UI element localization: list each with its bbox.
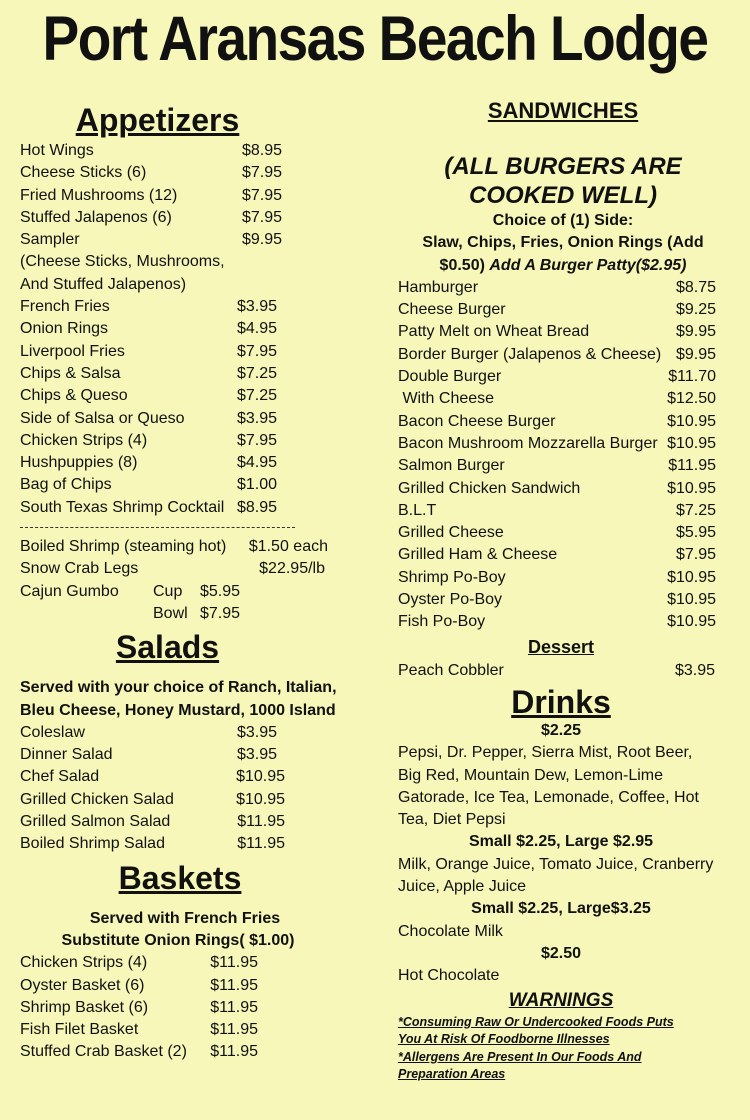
menu-item: Dinner Salad $3.95 xyxy=(20,746,277,764)
menu-item: Sampler $9.95 xyxy=(20,231,282,249)
right-column xyxy=(398,96,728,1084)
menu-item: Grilled Chicken Salad $10.95 xyxy=(20,790,285,808)
baskets-note: Substitute Onion Rings( $1.00) xyxy=(61,931,295,949)
menu-item: Bag of Chips $1.00 xyxy=(20,476,277,494)
drinks-list: Milk, Orange Juice, Tomato Juice, Cranberry xyxy=(398,855,714,873)
side-choice-heading: Choice of (1) Side: xyxy=(492,212,634,229)
menu-item: Chef Salad $10.95 xyxy=(20,768,285,786)
menu-item: Peach Cobbler $3.95 xyxy=(398,661,715,679)
menu-item: Grilled Salmon Salad $11.95 xyxy=(20,813,285,831)
menu-item: Shrimp Po-Boy $10.95 xyxy=(398,568,716,586)
seafood-list xyxy=(20,536,328,581)
menu-item: Chicken Strips (4) $7.95 xyxy=(20,431,277,449)
menu-item: Coleslaw $3.95 xyxy=(20,723,277,741)
drinks-list: Juice, Apple Juice xyxy=(398,878,527,896)
drinks-item: Hot Chocolate xyxy=(398,967,500,985)
drinks-list: Tea, Diet Pepsi xyxy=(398,811,506,829)
menu-item: Shrimp Basket (6) $11.95 xyxy=(20,998,258,1016)
menu-item: Border Burger (Jalapenos & Cheese) $9.95 xyxy=(398,345,716,363)
drinks-price: $2.25 xyxy=(540,721,582,739)
menu-item: Grilled Chicken Sandwich $10.95 xyxy=(398,479,716,497)
warning-line: Preparation Areas xyxy=(398,1067,506,1081)
menu-item: Stuffed Jalapenos (6) $7.95 xyxy=(20,208,282,226)
menu-item: Boiled Shrimp (steaming hot) $1.50 each xyxy=(20,538,328,556)
menu-item: Cheese Sticks (6) $7.95 xyxy=(20,164,282,182)
baskets-heading: Baskets xyxy=(118,859,242,896)
menu-item: Hamburger $8.75 xyxy=(398,278,716,296)
menu-item: Onion Rings $4.95 xyxy=(20,320,277,338)
menu-item: Bacon Cheese Burger $10.95 xyxy=(398,412,716,430)
gumbo-item: Cajun Gumbo Cup $5.95 Bowl $7.95 xyxy=(20,582,241,622)
menu-item: Hushpuppies (8) $4.95 xyxy=(20,454,277,472)
menu-item: Salmon Burger $11.95 xyxy=(398,457,716,475)
drinks-list: Pepsi, Dr. Pepper, Sierra Mist, Root Beer, xyxy=(398,744,693,762)
dessert-heading: Dessert xyxy=(527,636,595,657)
menu-item: Grilled Cheese $5.95 xyxy=(398,524,716,542)
menu-item: Fried Mushrooms (12) $7.95 xyxy=(20,186,282,204)
drinks-price: Small $2.25, Large $2.95 xyxy=(468,833,654,851)
menu-item: Fish Po-Boy $10.95 xyxy=(398,613,716,631)
drinks-price: $2.50 xyxy=(540,944,582,962)
sampler-description: And Stuffed Jalapenos) xyxy=(20,275,187,293)
menu-item: With Cheese $12.50 xyxy=(398,390,716,408)
menu-item: Oyster Basket (6) $11.95 xyxy=(20,976,258,994)
warning-line: You At Risk Of Foodborne Illnesses xyxy=(398,1032,610,1046)
salads-heading: Salads xyxy=(115,629,220,666)
warning-line: *Allergens Are Present In Our Foods And xyxy=(398,1049,642,1064)
appetizers-list xyxy=(20,140,282,296)
menu-item: Side of Salsa or Queso $3.95 xyxy=(20,409,277,427)
drinks-list: Big Red, Mountain Dew, Lemon-Lime xyxy=(398,766,664,784)
menu-item: Stuffed Crab Basket (2) $11.95 xyxy=(20,1043,258,1061)
warnings-heading: WARNINGS xyxy=(508,989,614,1011)
section-divider xyxy=(20,527,295,528)
menu-item: Chicken Strips (4) $11.95 xyxy=(20,954,258,972)
appetizers-list-2 xyxy=(20,296,277,519)
menu-item: French Fries $3.95 xyxy=(20,298,277,316)
sampler-description: (Cheese Sticks, Mushrooms, xyxy=(20,253,225,271)
drinks-list: Gatorade, Ice Tea, Lemonade, Coffee, Hot xyxy=(398,788,699,806)
burger-note: (ALL BURGERS ARE xyxy=(444,153,682,180)
menu-item: Boiled Shrimp Salad $11.95 xyxy=(20,835,285,853)
menu-item: Oyster Po-Boy $10.95 xyxy=(398,591,716,609)
drinks-price: Small $2.25, Large$3.25 xyxy=(471,900,651,918)
menu-item: Snow Crab Legs $22.95/lb xyxy=(20,560,325,578)
appetizers-heading: Appetizers xyxy=(75,102,240,138)
left-column xyxy=(20,100,350,1064)
menu-item: Fish Filet Basket $11.95 xyxy=(20,1021,258,1039)
menu-item: Bacon Mushroom Mozzarella Burger $10.95 xyxy=(398,434,716,452)
menu-item: Cheese Burger $9.25 xyxy=(398,301,716,319)
menu-item: Double Burger $11.70 xyxy=(398,368,716,386)
sandwiches-list xyxy=(398,277,716,634)
side-choice-options: $0.50) Add A Burger Patty($2.95) xyxy=(439,256,687,274)
salads-note: Served with your choice of Ranch, Italian, xyxy=(20,679,337,697)
menu-item: South Texas Shrimp Cocktail $8.95 xyxy=(20,498,277,516)
baskets-note: Served with French Fries xyxy=(89,909,281,927)
menu-item: Liverpool Fries $7.95 xyxy=(20,342,277,360)
sandwiches-heading: SANDWICHES xyxy=(487,98,639,123)
drinks-item: Chocolate Milk xyxy=(398,922,503,940)
warning-line: *Consuming Raw Or Undercooked Foods Puts xyxy=(398,1014,674,1029)
baskets-list xyxy=(20,952,258,1063)
salads-list xyxy=(20,722,285,856)
menu-item: B.L.T $7.25 xyxy=(398,501,716,519)
menu-item: Chips & Salsa $7.25 xyxy=(20,364,277,382)
menu-title: Port Aransas Beach Lodge xyxy=(42,2,708,74)
menu-item: Grilled Ham & Cheese $7.95 xyxy=(398,546,716,564)
burger-note: COOKED WELL) xyxy=(469,182,657,209)
menu-item: Hot Wings $8.95 xyxy=(20,142,282,159)
salads-note: Bleu Cheese, Honey Mustard, 1000 Island xyxy=(20,701,336,719)
drinks-heading: Drinks xyxy=(511,683,611,720)
menu-item: Patty Melt on Wheat Bread $9.95 xyxy=(398,323,716,341)
side-choice-options: Slaw, Chips, Fries, Onion Rings (Add xyxy=(422,234,704,252)
menu-item: Chips & Queso $7.25 xyxy=(20,387,277,405)
